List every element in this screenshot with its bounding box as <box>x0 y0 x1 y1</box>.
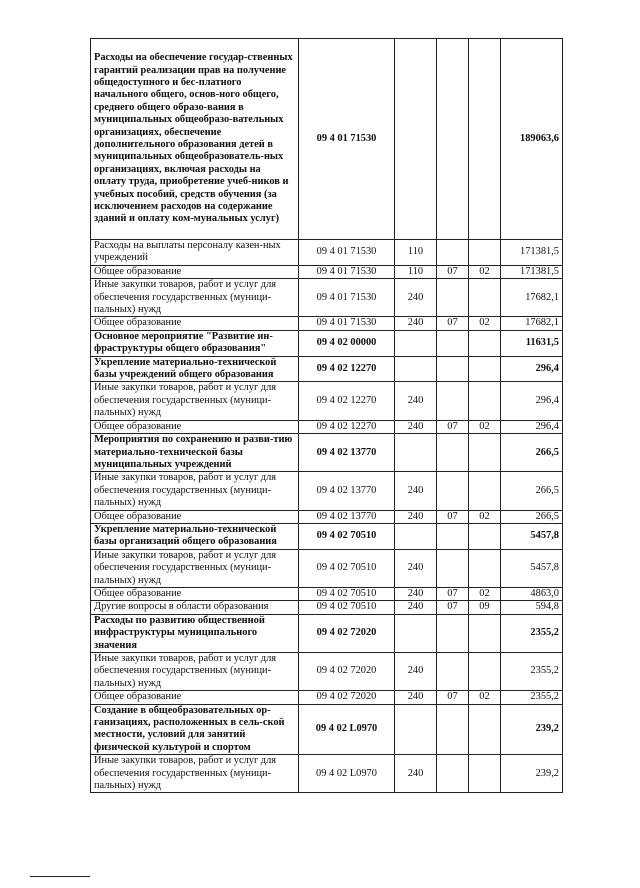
cell-subsection: 02 <box>469 265 501 278</box>
cell-expense-type: 240 <box>395 691 437 704</box>
cell-amount: 266,5 <box>501 472 563 510</box>
cell-section <box>437 653 469 691</box>
cell-amount: 17682,1 <box>501 317 563 330</box>
cell-target-code: 09 4 02 12270 <box>299 420 395 433</box>
cell-target-code: 09 4 01 71530 <box>299 265 395 278</box>
cell-target-code: 09 4 02 72020 <box>299 614 395 652</box>
table-row <box>91 614 563 652</box>
table-row <box>91 240 563 266</box>
cell-amount: 2355,2 <box>501 691 563 704</box>
table-row <box>91 265 563 278</box>
cell-section: 07 <box>437 691 469 704</box>
cell-section <box>437 704 469 755</box>
cell-item-name: Расходы на выплаты персоналу казен-ных учреждений <box>91 240 299 266</box>
cell-subsection <box>469 434 501 472</box>
cell-target-code: 09 4 02 L0970 <box>299 755 395 793</box>
cell-amount: 594,8 <box>501 601 563 614</box>
table-row <box>91 420 563 433</box>
cell-expense-type: 110 <box>395 240 437 266</box>
cell-item-name: Иные закупки товаров, работ и услуг для обеспечения государственных (муници-пальных) нужд <box>91 382 299 420</box>
footnote-separator <box>30 876 90 877</box>
cell-subsection <box>469 279 501 317</box>
cell-expense-type <box>395 330 437 356</box>
cell-target-code: 09 4 01 71530 <box>299 240 395 266</box>
cell-amount: 266,5 <box>501 510 563 523</box>
cell-item-name: Расходы на обеспечение государ-ственных гарантий реализации прав на получение общедоступного и бес-платного начального общего, основ-ного общего, среднего общего образо-вания в муниципальных общеобразо-вательных организациях, обеспечение дополнительного образования детей в муниципальных общеобразователь-ных организациях, включая расходы на оплату труда, приобретение учеб-ников и учебных пособий, средств обучения (за исключением расходов на содержание зданий и оплату ком-мунальных услуг) <box>91 39 299 240</box>
cell-item-name: Общее образование <box>91 317 299 330</box>
table-row <box>91 549 563 587</box>
cell-item-name: Расходы по развитию общественной инфраструктуры муниципального значения <box>91 614 299 652</box>
cell-amount: 239,2 <box>501 755 563 793</box>
cell-target-code: 09 4 02 12270 <box>299 356 395 382</box>
cell-item-name: Общее образование <box>91 420 299 433</box>
table-row <box>91 279 563 317</box>
cell-target-code: 09 4 02 70510 <box>299 549 395 587</box>
cell-amount: 266,5 <box>501 434 563 472</box>
cell-target-code: 09 4 02 70510 <box>299 601 395 614</box>
cell-expense-type: 110 <box>395 265 437 278</box>
cell-subsection <box>469 755 501 793</box>
cell-expense-type: 240 <box>395 601 437 614</box>
cell-target-code: 09 4 01 71530 <box>299 39 395 240</box>
cell-subsection <box>469 472 501 510</box>
table-row <box>91 39 563 240</box>
cell-expense-type: 240 <box>395 510 437 523</box>
cell-expense-type: 240 <box>395 755 437 793</box>
cell-amount: 11631,5 <box>501 330 563 356</box>
cell-target-code: 09 4 02 12270 <box>299 382 395 420</box>
cell-subsection <box>469 653 501 691</box>
cell-item-name: Общее образование <box>91 587 299 600</box>
cell-item-name: Иные закупки товаров, работ и услуг для обеспечения государственных (муници-пальных) нужд <box>91 653 299 691</box>
cell-target-code: 09 4 02 13770 <box>299 472 395 510</box>
cell-item-name: Основное мероприятие "Развитие ин-фраструктуры общего образования" <box>91 330 299 356</box>
table-row <box>91 523 563 549</box>
cell-section <box>437 614 469 652</box>
cell-item-name: Иные закупки товаров, работ и услуг для обеспечения государственных (муници-пальных) нужд <box>91 279 299 317</box>
cell-expense-type: 240 <box>395 317 437 330</box>
cell-section: 07 <box>437 510 469 523</box>
cell-item-name: Общее образование <box>91 691 299 704</box>
cell-target-code: 09 4 02 72020 <box>299 691 395 704</box>
cell-target-code: 09 4 02 72020 <box>299 653 395 691</box>
cell-expense-type <box>395 523 437 549</box>
cell-expense-type: 240 <box>395 587 437 600</box>
cell-subsection <box>469 382 501 420</box>
cell-section <box>437 330 469 356</box>
table-row <box>91 587 563 600</box>
cell-item-name: Создание в общеобразовательных ор-ганизациях, расположенных в сель-ской местности, условий для занятий физической культурой и спортом <box>91 704 299 755</box>
table-row <box>91 653 563 691</box>
cell-target-code: 09 4 02 L0970 <box>299 704 395 755</box>
cell-expense-type <box>395 39 437 240</box>
cell-expense-type: 240 <box>395 420 437 433</box>
cell-amount: 2355,2 <box>501 614 563 652</box>
cell-item-name: Мероприятия по сохранению и разви-тию материально-технической базы муниципальных учреждений <box>91 434 299 472</box>
cell-item-name: Укрепление материально-технической базы учреждений общего образования <box>91 356 299 382</box>
cell-amount: 189063,6 <box>501 39 563 240</box>
cell-expense-type: 240 <box>395 549 437 587</box>
cell-expense-type <box>395 356 437 382</box>
cell-expense-type: 240 <box>395 653 437 691</box>
table-row <box>91 434 563 472</box>
cell-section <box>437 434 469 472</box>
cell-subsection <box>469 704 501 755</box>
cell-item-name: Другие вопросы в области образования <box>91 601 299 614</box>
cell-amount: 4863,0 <box>501 587 563 600</box>
cell-subsection <box>469 356 501 382</box>
table-row <box>91 330 563 356</box>
table-row <box>91 704 563 755</box>
cell-amount: 5457,8 <box>501 549 563 587</box>
table-row <box>91 382 563 420</box>
cell-subsection <box>469 523 501 549</box>
budget-table <box>90 38 563 793</box>
cell-target-code: 09 4 02 70510 <box>299 523 395 549</box>
cell-amount: 2355,2 <box>501 653 563 691</box>
cell-subsection: 02 <box>469 420 501 433</box>
cell-amount: 171381,5 <box>501 240 563 266</box>
cell-amount: 239,2 <box>501 704 563 755</box>
table-row <box>91 317 563 330</box>
cell-expense-type <box>395 434 437 472</box>
cell-amount: 296,4 <box>501 420 563 433</box>
cell-section <box>437 240 469 266</box>
cell-section: 07 <box>437 420 469 433</box>
cell-amount: 296,4 <box>501 356 563 382</box>
table-row <box>91 472 563 510</box>
cell-item-name: Общее образование <box>91 265 299 278</box>
cell-subsection <box>469 39 501 240</box>
cell-amount: 5457,8 <box>501 523 563 549</box>
table-row <box>91 601 563 614</box>
cell-section <box>437 549 469 587</box>
cell-subsection <box>469 240 501 266</box>
cell-section <box>437 279 469 317</box>
table-row <box>91 356 563 382</box>
table-row <box>91 691 563 704</box>
cell-expense-type: 240 <box>395 279 437 317</box>
cell-item-name: Иные закупки товаров, работ и услуг для обеспечения государственных (муници-пальных) нужд <box>91 755 299 793</box>
cell-expense-type <box>395 704 437 755</box>
cell-subsection <box>469 549 501 587</box>
cell-section <box>437 382 469 420</box>
cell-section: 07 <box>437 317 469 330</box>
cell-subsection <box>469 614 501 652</box>
cell-subsection: 09 <box>469 601 501 614</box>
cell-target-code: 09 4 02 70510 <box>299 587 395 600</box>
cell-section <box>437 523 469 549</box>
cell-item-name: Иные закупки товаров, работ и услуг для обеспечения государственных (муници-пальных) нужд <box>91 549 299 587</box>
cell-target-code: 09 4 01 71530 <box>299 279 395 317</box>
cell-amount: 17682,1 <box>501 279 563 317</box>
table-row <box>91 755 563 793</box>
cell-item-name: Общее образование <box>91 510 299 523</box>
cell-subsection: 02 <box>469 317 501 330</box>
cell-section: 07 <box>437 587 469 600</box>
cell-item-name: Укрепление материально-технической базы организаций общего образования <box>91 523 299 549</box>
cell-section: 07 <box>437 265 469 278</box>
table-row <box>91 510 563 523</box>
cell-expense-type: 240 <box>395 472 437 510</box>
cell-expense-type: 240 <box>395 382 437 420</box>
cell-subsection: 02 <box>469 510 501 523</box>
cell-amount: 171381,5 <box>501 265 563 278</box>
cell-subsection: 02 <box>469 691 501 704</box>
cell-target-code: 09 4 02 13770 <box>299 434 395 472</box>
cell-target-code: 09 4 02 13770 <box>299 510 395 523</box>
cell-subsection <box>469 330 501 356</box>
cell-section: 07 <box>437 601 469 614</box>
cell-target-code: 09 4 02 00000 <box>299 330 395 356</box>
cell-subsection: 02 <box>469 587 501 600</box>
budget-table-body <box>91 39 563 793</box>
cell-amount: 296,4 <box>501 382 563 420</box>
cell-target-code: 09 4 01 71530 <box>299 317 395 330</box>
cell-section <box>437 356 469 382</box>
cell-section <box>437 755 469 793</box>
cell-section <box>437 39 469 240</box>
cell-section <box>437 472 469 510</box>
cell-expense-type <box>395 614 437 652</box>
cell-item-name: Иные закупки товаров, работ и услуг для обеспечения государственных (муници-пальных) нужд <box>91 472 299 510</box>
